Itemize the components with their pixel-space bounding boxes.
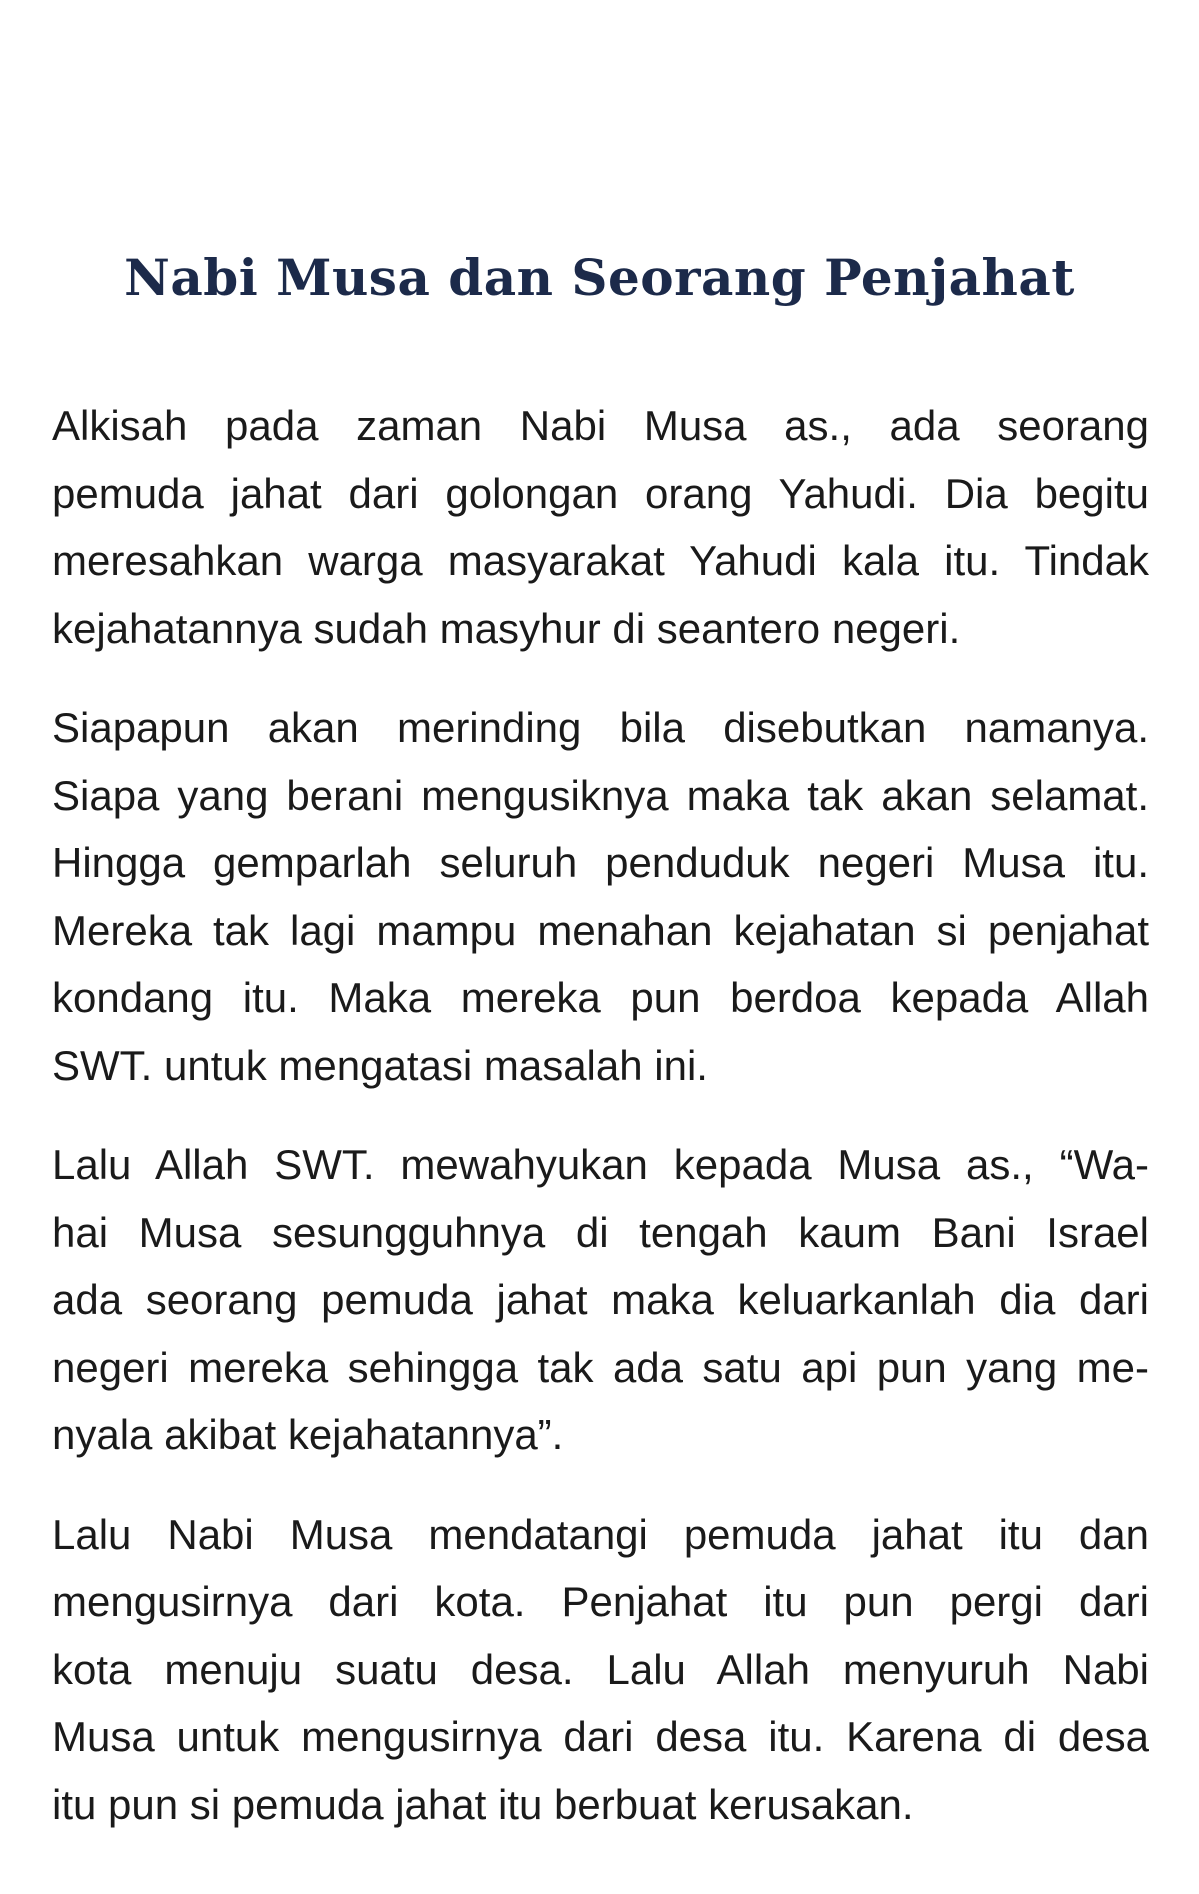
- text-line: Siapa yang berani mengusiknya maka tak akan selamat.: [52, 771, 1149, 819]
- paragraph-1: [52, 392, 1149, 662]
- text-line: kejahatannya sudah masyhur di seantero negeri.: [52, 604, 961, 652]
- text-line: hai Musa sesungguhnya di tengah kaum Bani Israel: [52, 1208, 1149, 1256]
- text-line: kota menuju suatu desa. Lalu Allah menyuruh Nabi: [52, 1645, 1149, 1693]
- paragraph-2: [52, 694, 1149, 1099]
- page-title: Nabi Musa dan Seorang Penjahat: [124, 248, 1075, 307]
- text-line: mengusirnya dari kota. Penjahat itu pun pergi dari: [52, 1578, 1149, 1625]
- text-line: SWT. untuk mengatasi masalah ini.: [52, 1041, 708, 1089]
- text-line: Musa untuk mengusirnya dari desa itu. Karena di desa: [52, 1713, 1149, 1760]
- text-line: Mereka tak lagi mampu menahan kejahatan si penjahat: [52, 906, 1149, 954]
- text-line: pemuda jahat dari golongan orang Yahudi. Dia begitu: [52, 469, 1149, 517]
- text-line: Alkisah pada zaman Nabi Musa as., ada seorang: [52, 402, 1149, 449]
- text-line: nyala akibat kejahatannya”.: [52, 1411, 564, 1458]
- text-line: kondang itu. Maka mereka pun berdoa kepada Allah: [52, 974, 1149, 1021]
- text-line: ada seorang pemuda jahat maka keluarkanlah dia dari: [52, 1276, 1149, 1323]
- text-line: Hingga gemparlah seluruh penduduk negeri Musa itu.: [52, 839, 1149, 886]
- paragraph-3: [52, 1131, 1149, 1469]
- text-line: Siapapun akan merinding bila disebutkan namanya.: [52, 704, 1149, 751]
- text-line: Lalu Nabi Musa mendatangi pemuda jahat itu dan: [52, 1510, 1149, 1558]
- text-line: Lalu Allah SWT. mewahyukan kepada Musa as., “Wa-: [52, 1141, 1149, 1188]
- story-body: [52, 392, 1149, 1870]
- paragraph-4: [52, 1501, 1149, 1839]
- text-line: itu pun si pemuda jahat itu berbuat kerusakan.: [52, 1780, 914, 1828]
- text-line: meresahkan warga masyarakat Yahudi kala itu. Tindak: [52, 537, 1149, 584]
- text-line: negeri mereka sehingga tak ada satu api pun yang me-: [52, 1343, 1149, 1391]
